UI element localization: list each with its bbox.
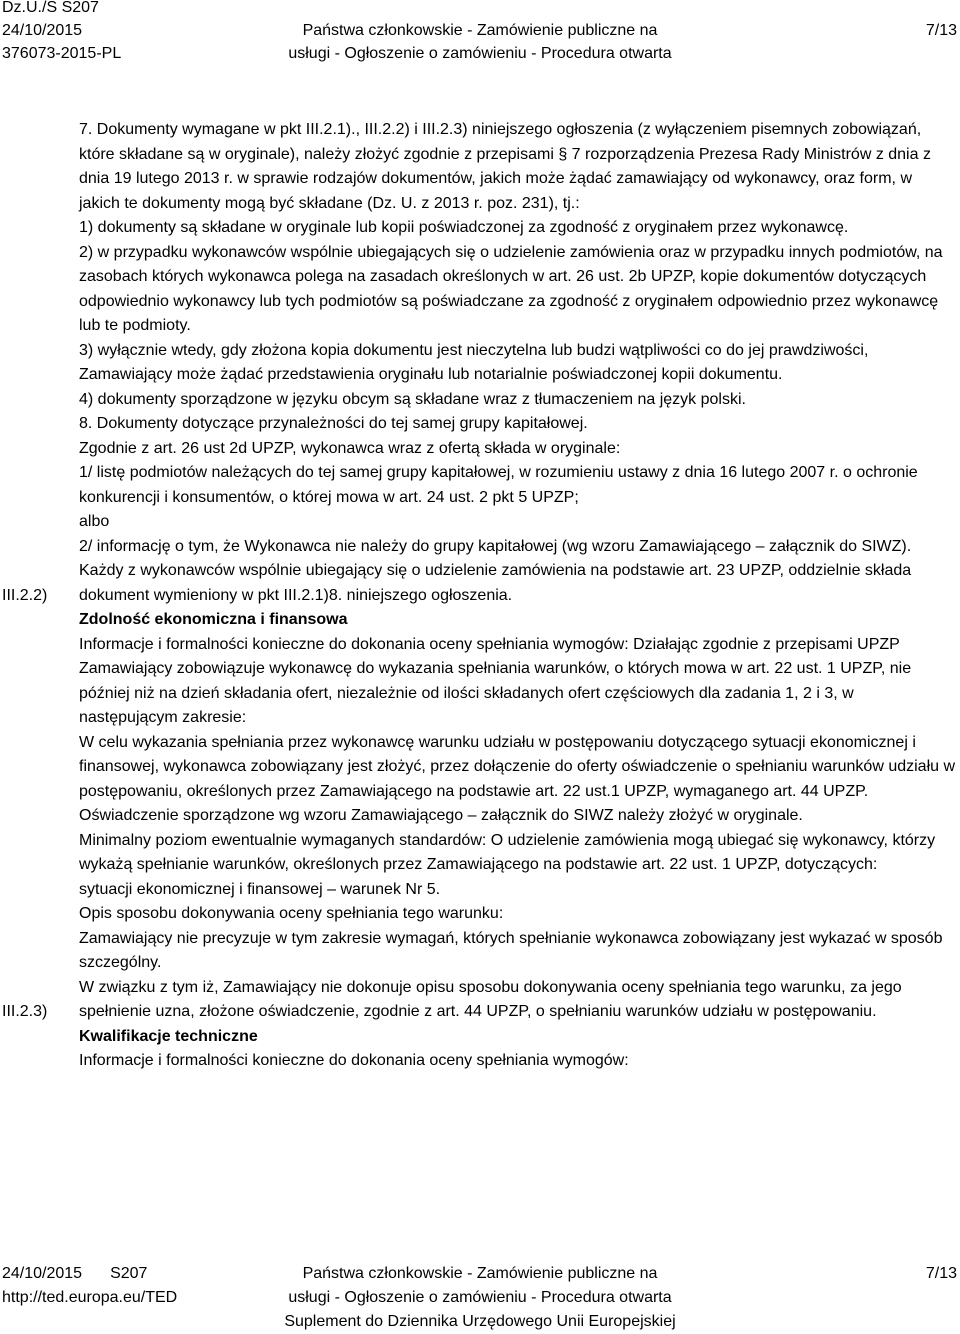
paragraph: sytuacji ekonomicznej i finansowej – warunek Nr 5. [79,880,441,898]
paragraph: 3) wyłącznie wtedy, gdy złożona kopia dokumentu jest nieczytelna lub budzi wątpliwości co do jej prawdziwości, Zamawiający może żądać przedstawienia oryginału lub notarialnie poświadczonej kopii dokumentu. [79,341,869,383]
footer-series: S207 [110,1265,148,1282]
section-number: III.2.3) [2,1003,48,1020]
section-iii-2-2 [0,586,960,1025]
paragraph: Zgodnie z art. 26 ust 2d UPZP, wykonawca wraz z ofertą składa w oryginale: [79,439,621,457]
paragraph: W związku z tym iż, Zamawiający nie dokonuje opisu sposobu dokonywania oceny spełniania tego warunku, za jego spełnienie uzna, złożone oświadczenie, zgodnie z art. 44 UPZP, o spełnianiu warunków udziału w postępowaniu. [79,978,902,1020]
header-page-number: 7/13 [925,22,957,39]
paragraph: 1) dokumenty są składane w oryginale lub kopii poświadczonej za zgodność z oryginałem przez wykonawcę. [79,219,849,236]
page-header [0,0,960,70]
footer-url: http://ted.europa.eu/TED [2,1289,178,1306]
footer-title-line1: Państwa członkowskie - Zamówienie publiczne na [302,1265,658,1282]
paragraph: 2) w przypadku wykonawców wspólnie ubiegających się o udzielenie zamówienia oraz w przypadku innych podmiotów, na zasobach których wykonawca polega na zasadach określonych w art. 26 ust. 2b UPZP, kopie dokumentów dotyczących odpowiednio wykonawcy lub tych podmiotów są poświadczane za zgodność z oryginałem odpowiednio przez wykonawcę lub te podmioty. [79,243,943,334]
paragraph: Zamawiający nie precyzuje w tym zakresie wymagań, których spełnianie wykonawca zobowiązany jest wykazać w sposób szczególny. [79,929,943,971]
paragraph: Informacje i formalności konieczne do dokonania oceny spełniania wymogów: [79,1052,629,1069]
header-publication: Dz.U./S S207 [2,0,99,16]
paragraph: 7. Dokumenty wymagane w pkt III.2.1)., III.2.2) i III.2.3) niniejszego ogłoszenia (z wyłączeniem pisemnych zobowiązań, które składane są w oryginale), należy złożyć zgodnie z przepisami § 7 rozporządzenia Prezesa Rady Ministrów z dnia z dnia 19 lutego 2013 r. w sprawie rodzajów dokumentów, jakich może żądać zamawiający od wykonawcy, oraz form, w jakich te dokumenty mogą być składane (Dz. U. z 2013 r. poz. 231), tj.: [79,121,931,212]
paragraph: Informacje i formalności konieczne do dokonania oceny spełniania wymogów: Działając zgodnie z przepisami UPZP Zamawiający zobowiązuje wykonawcę do wykazania spełniania warunków, o których mowa w art. 22 ust. 1 UPZP, nie później niż na dzień składania ofert, niezależnie od ilości składanych ofert częściowych dla zadania 1, 2 i 3, w następującym zakresie: [79,635,912,726]
paragraph: 8. Dokumenty dotyczące przynależności do tej samej grupy kapitałowej. [79,415,588,432]
paragraph: Oświadczenie sporządzone wg wzoru Zamawiającego – załącznik do SIWZ należy złożyć w oryginale. [79,807,803,824]
paragraph: W celu wykazania spełniania przez wykonawcę warunku udziału w postępowaniu dotyczącego sytuacji ekonomicznej i finansowej, wykonawca zobowiązany jest złożyć, przez dołączenie do oferty oświadczenie o spełnianiu warunków udziału w postępowaniu, określonych przez Zamawiającego na podstawie art. 22 ust.1 UPZP, wymaganego art. 44 UPZP. [79,733,956,800]
paragraph: Opis sposobu dokonywania oceny spełniania tego warunku: [79,905,504,922]
section-title: Zdolność ekonomiczna i finansowa [79,611,348,628]
document-body [0,118,960,1074]
footer-title-line2: usługi - Ogłoszenie o zamówieniu - Procedura otwarta [288,1289,672,1306]
header-date: 24/10/2015 [2,22,83,39]
header-title-line2: usługi - Ogłoszenie o zamówieniu - Procedura otwarta [288,45,672,62]
footer-page-number: 7/13 [925,1265,957,1282]
paragraph: 1/ listę podmiotów należących do tej samej grupy kapitałowej, w rozumieniu ustawy z dnia 16 lutego 2007 r. o ochronie konkurencji i konsumentów, o której mowa w art. 24 ust. 2 pkt 5 UPZP; [79,464,918,506]
page-footer [0,1262,960,1334]
continuation-block [0,118,960,608]
footer-date: 24/10/2015 [2,1265,83,1282]
paragraph: Każdy z wykonawców wspólnie ubiegający się o udzielenie zamówienia na podstawie art. 23 UPZP, oddzielnie składa dokument wymieniony w pkt III.2.1)8. niniejszego ogłoszenia. [79,562,912,604]
paragraph: Minimalny poziom ewentualnie wymaganych standardów: O udzielenie zamówienia mogą ubiegać się wykonawcy, którzy wykażą spełnianie warunków, określonych przez Zamawiającego na podstawie art. 22 ust. 1 UPZP, dotyczących: [79,831,936,873]
section-iii-2-3 [0,1003,960,1074]
header-title-line1: Państwa członkowskie - Zamówienie publiczne na [302,22,658,39]
paragraph: albo [79,513,110,530]
paragraph: 4) dokumenty sporządzone w języku obcym są składane wraz z tłumaczeniem na język polski. [79,390,746,408]
header-notice-id: 376073-2015-PL [2,45,122,62]
footer-title-line3: Suplement do Dziennika Urzędowego Unii Europejskiej [284,1313,676,1330]
section-number: III.2.2) [2,586,48,604]
section-title: Kwalifikacje techniczne [79,1027,258,1045]
paragraph: 2/ informację o tym, że Wykonawca nie należy do grupy kapitałowej (wg wzoru Zamawiającego – załącznik do SIWZ). [79,537,912,555]
